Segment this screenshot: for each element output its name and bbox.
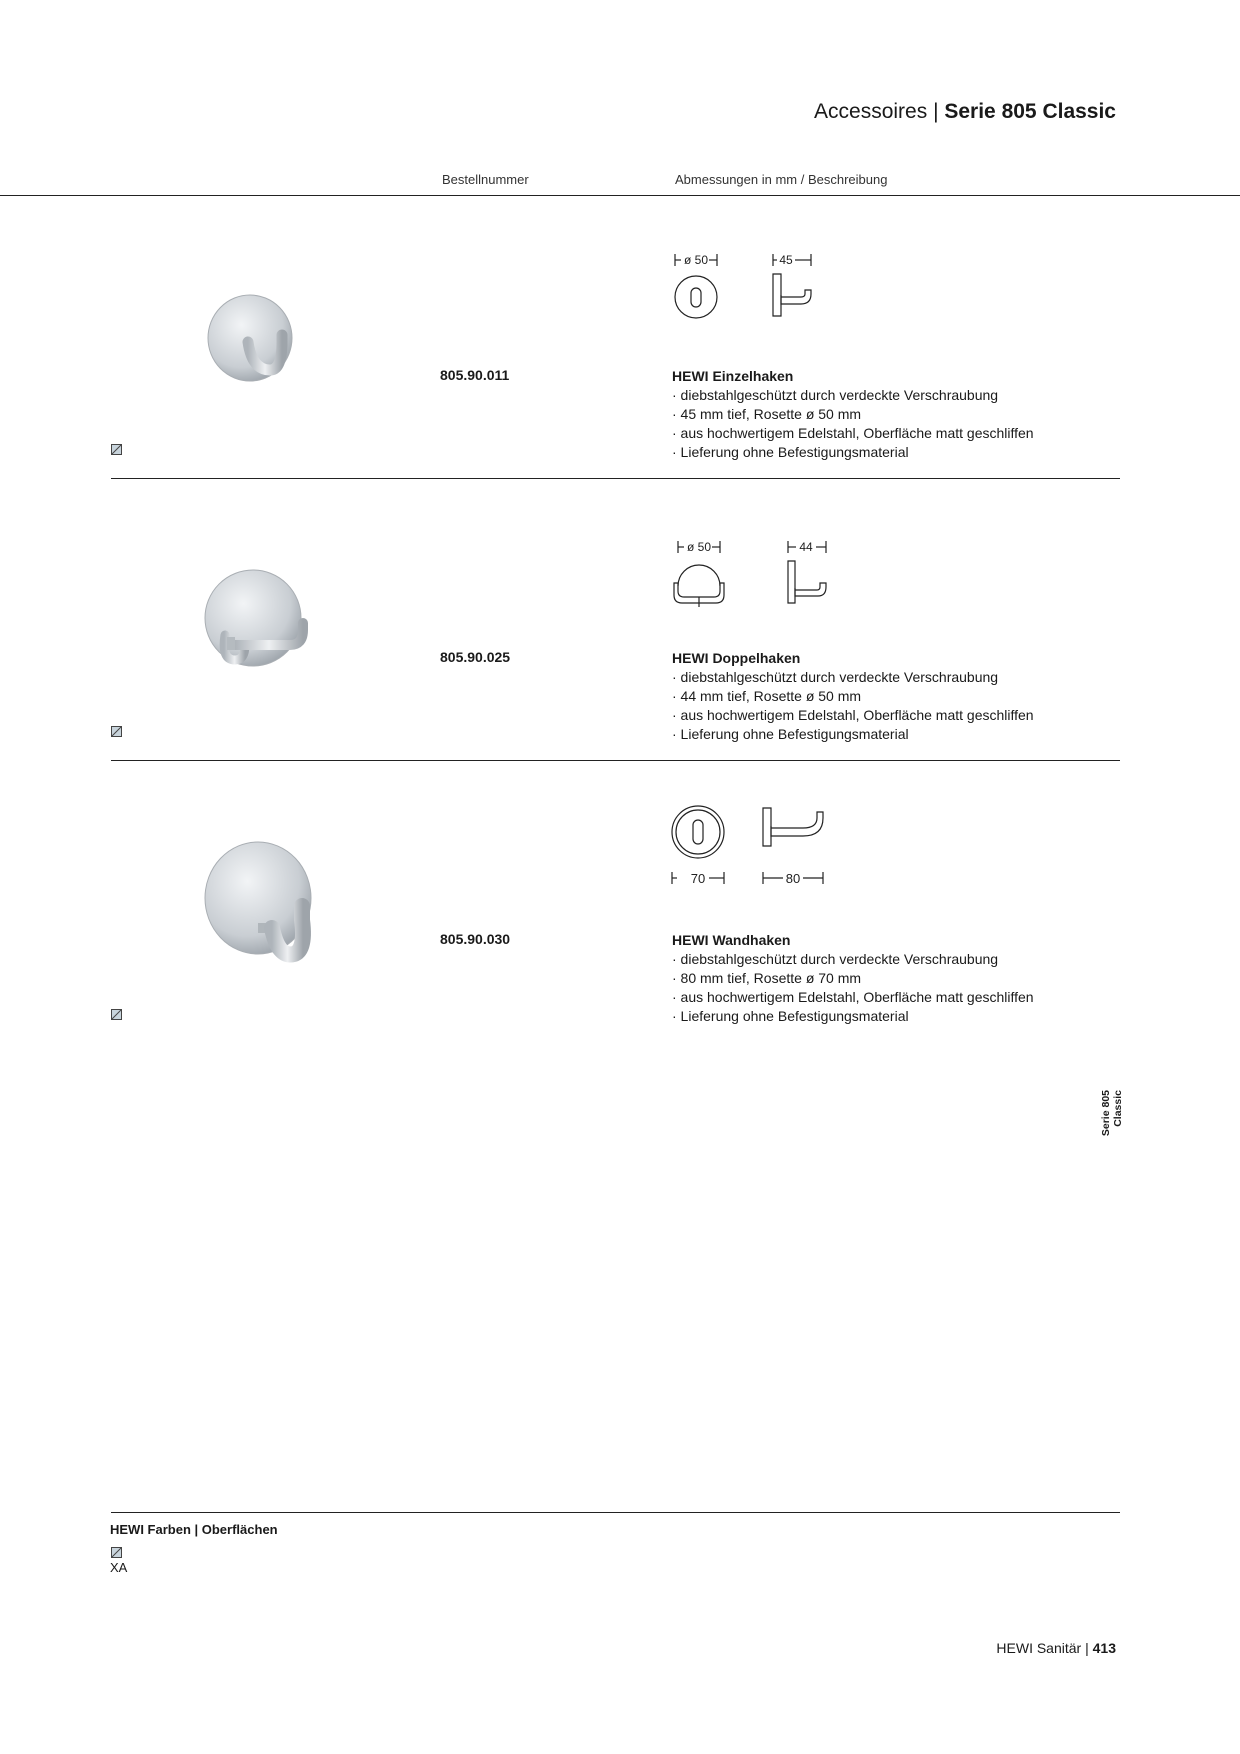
feature-bullet: · 80 mm tief, Rosette ø 70 mm: [672, 970, 862, 986]
dimension-depth: 44: [799, 540, 813, 554]
dimension-rosette: 70: [690, 871, 706, 886]
dimension-drawing-double-hook: [668, 535, 843, 610]
double-hook-photo-icon: [195, 565, 335, 675]
feature-bullet: · Lieferung ohne Befestigungsmaterial: [672, 444, 909, 460]
stainless-steel-swatch-icon: [111, 726, 122, 737]
colors-heading: HEWI Farben | Oberflächen: [110, 1522, 278, 1537]
dimension-drawing-wall-hook: [665, 800, 840, 895]
feature-bullet: · Lieferung ohne Befestigungsmaterial: [672, 726, 909, 742]
side-tab-label: [1100, 1090, 1124, 1136]
header-divider: [0, 195, 1240, 196]
product-description: [672, 931, 1092, 1026]
feature-bullet: · diebstahlgeschützt durch verdeckte Verschraubung: [672, 669, 999, 685]
single-hook-photo-icon: [190, 280, 330, 390]
dimension-rosette: ø 50: [686, 540, 712, 554]
feature-bullet: · 45 mm tief, Rosette ø 50 mm: [672, 406, 862, 422]
product-divider: [111, 478, 1120, 479]
product-description: [672, 367, 1092, 462]
title-separator: |: [927, 100, 945, 123]
color-code: XA: [110, 1560, 128, 1575]
feature-bullet: · aus hochwertigem Edelstahl, Oberfläche matt geschliffen: [672, 707, 1034, 723]
section-title: Accessoires: [814, 100, 928, 123]
footer-separator: |: [1081, 1640, 1093, 1656]
order-number: 805.90.025: [440, 649, 511, 665]
column-header-order-number: Bestellnummer: [442, 172, 529, 187]
dimension-depth: 80: [785, 871, 801, 886]
dimension-drawing-single-hook: [665, 248, 825, 323]
side-tab-series: Serie 805: [1100, 1090, 1112, 1137]
feature-bullet: · aus hochwertigem Edelstahl, Oberfläche matt geschliffen: [672, 425, 1034, 441]
feature-bullet: · aus hochwertigem Edelstahl, Oberfläche matt geschliffen: [672, 989, 1034, 1005]
product-divider: [111, 760, 1120, 761]
dimension-rosette: ø 50: [683, 253, 709, 267]
feature-bullet: · Lieferung ohne Befestigungsmaterial: [672, 1008, 909, 1024]
footer-brand: HEWI Sanitär: [996, 1640, 1082, 1656]
product-name: HEWI Doppelhaken: [672, 650, 801, 666]
order-number: 805.90.030: [440, 931, 511, 947]
dimension-depth: 45: [779, 253, 793, 267]
column-header-dimensions: Abmessungen in mm / Beschreibung: [675, 172, 888, 187]
stainless-steel-swatch-icon: [111, 1547, 122, 1558]
wall-hook-photo-icon: [200, 840, 340, 970]
stainless-steel-swatch-icon: [111, 1009, 122, 1020]
feature-bullet: · diebstahlgeschützt durch verdeckte Verschraubung: [672, 951, 999, 967]
feature-bullet: · diebstahlgeschützt durch verdeckte Verschraubung: [672, 387, 999, 403]
series-title: Serie 805 Classic: [944, 100, 1116, 123]
page-title: [814, 100, 1116, 124]
footer-divider: [111, 1512, 1120, 1513]
product-name: HEWI Einzelhaken: [672, 368, 794, 384]
feature-bullet: · 44 mm tief, Rosette ø 50 mm: [672, 688, 862, 704]
page-footer: [996, 1640, 1116, 1656]
order-number: 805.90.011: [440, 367, 510, 383]
product-description: [672, 649, 1092, 744]
stainless-steel-swatch-icon: [111, 444, 122, 455]
product-name: HEWI Wandhaken: [672, 932, 791, 948]
page-number: 413: [1092, 1640, 1116, 1656]
side-tab-classic: Classic: [1112, 1090, 1124, 1127]
